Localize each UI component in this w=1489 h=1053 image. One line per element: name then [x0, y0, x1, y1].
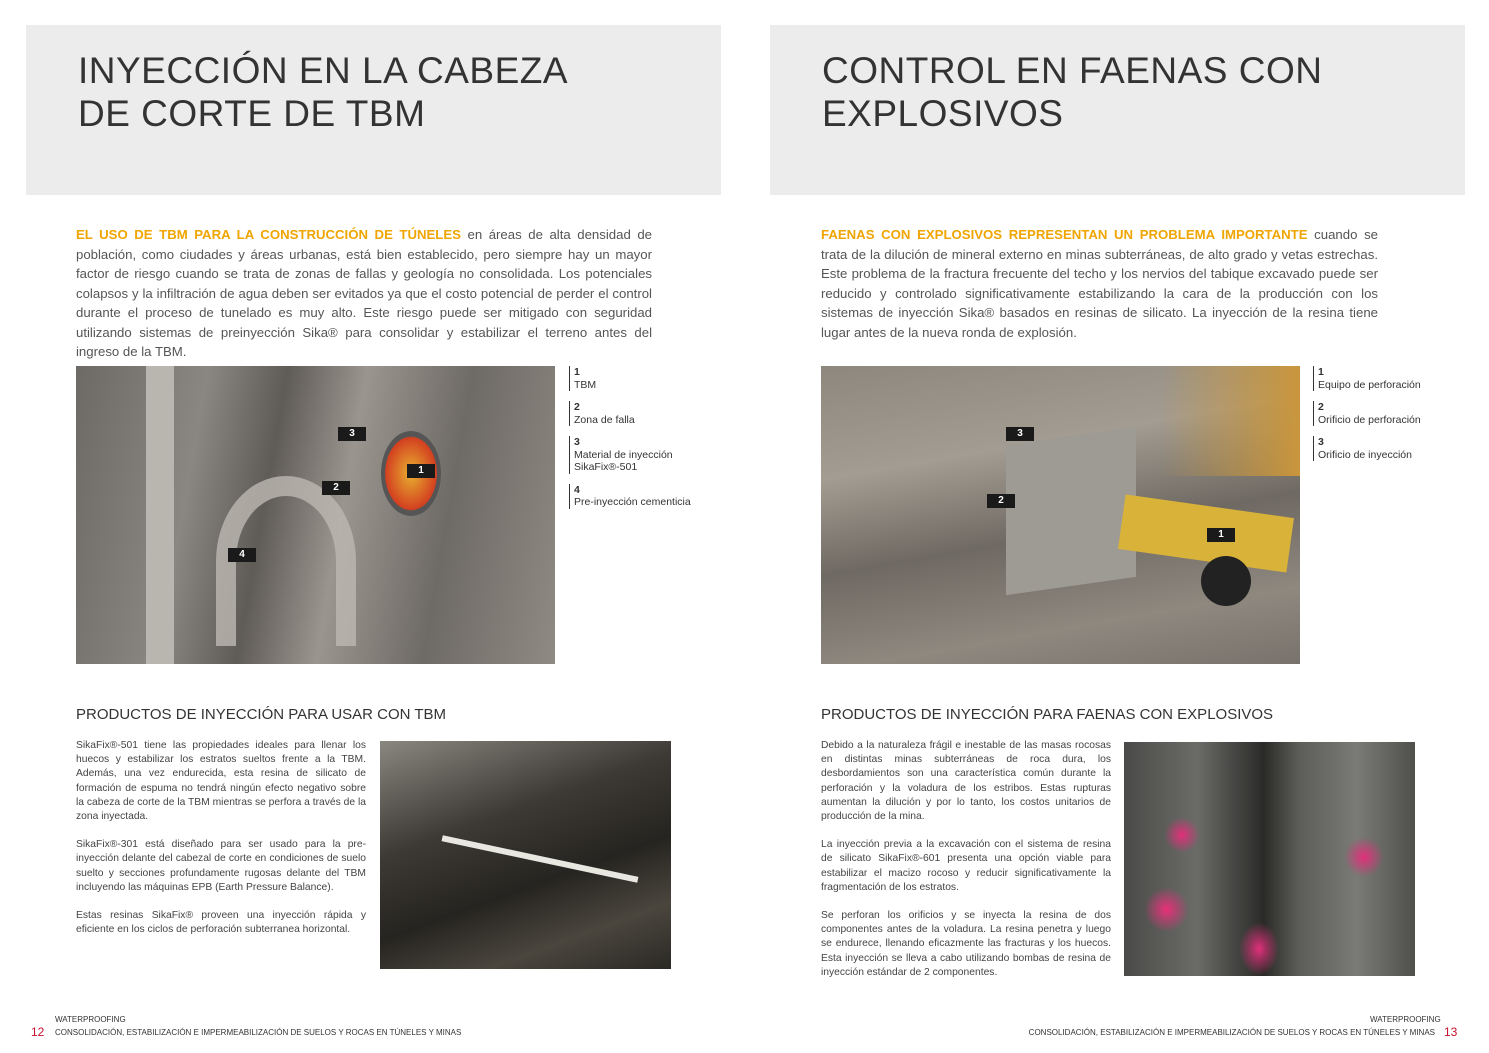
- drill-rig: [1118, 494, 1294, 572]
- pink-marker: [1144, 887, 1189, 932]
- title-line: INYECCIÓN EN LA CABEZA: [78, 50, 569, 91]
- title-line: CONTROL EN FAENAS CON: [822, 50, 1323, 91]
- callout-2: 2: [987, 494, 1015, 508]
- callout-3: 3: [338, 427, 366, 441]
- diagram-legend: [1313, 366, 1421, 471]
- legend-item: [569, 401, 691, 426]
- shaft: [146, 366, 174, 664]
- legend-text: Orificio de inyección: [1318, 448, 1412, 461]
- paragraph: La inyección previa a la excavación con el sistema de resina de silicato SikaFix®-601 presenta una opción viable para estabilizar el macizo rocoso y reducir significativamente la fragmentación de los estratos.: [821, 839, 1111, 893]
- intro-lead: EL USO DE TBM PARA LA CONSTRUCCIÓN DE TÚNELES: [76, 227, 461, 242]
- footer-brand: WATERPROOFING: [55, 1015, 126, 1024]
- legend-item: [1313, 401, 1421, 426]
- rig-wheel: [1201, 556, 1251, 606]
- callout-4: 4: [228, 548, 256, 562]
- pink-marker: [1239, 922, 1279, 976]
- legend-item: [1313, 366, 1421, 391]
- legend-text: TBM: [574, 378, 597, 391]
- legend-number: 1: [574, 366, 580, 378]
- page-number: 12: [31, 1025, 45, 1039]
- intro-paragraph: [76, 225, 652, 362]
- legend-item: [569, 484, 691, 509]
- intro-lead: FAENAS CON EXPLOSIVOS REPRESENTAN UN PROBLEMA IMPORTANTE: [821, 227, 1308, 242]
- rock-face: [1006, 427, 1136, 595]
- footer-brand: WATERPROOFING: [1370, 1015, 1441, 1024]
- legend-number: 1: [1318, 366, 1324, 378]
- intro-text: cuando se trata de la dilución de mineral externo en minas subterráneas, de alto grado y vetas estrechas. Este problema de la fractura frecuente del techo y los nervios del tabique excavado puede ser reducido y controlado significativamente estabilizando la cara de la producción con los sistemas de inyección Sika® basados en resinas de silicato. La inyección de la resina tiene lugar antes de la nueva ronda de explosión.: [821, 227, 1378, 340]
- legend-number: 4: [574, 483, 580, 496]
- page-number: 13: [1444, 1025, 1458, 1039]
- pink-marker: [1344, 837, 1384, 877]
- legend-text: Equipo de perforación: [1318, 378, 1421, 391]
- footer-title: CONSOLIDACIÓN, ESTABILIZACIÓN E IMPERMEABILIZACIÓN DE SUELOS Y ROCAS EN TÚNELES Y MINAS: [1028, 1028, 1435, 1037]
- page-title: [822, 49, 1322, 135]
- callout-3: 3: [1006, 427, 1034, 441]
- callout-1: 1: [1207, 528, 1235, 542]
- legend-number: 2: [574, 401, 580, 413]
- legend-item: [569, 436, 679, 474]
- callout-1: 1: [407, 464, 435, 478]
- legend-item: [569, 366, 691, 391]
- legend-number: 3: [574, 436, 580, 448]
- paragraph: Estas resinas SikaFix® proveen una inyección rápida y eficiente en los ciclos de perforación subterranea horizontal.: [76, 910, 366, 936]
- legend-item: [1313, 436, 1421, 461]
- title-line: EXPLOSIVOS: [822, 93, 1064, 134]
- body-text: [821, 739, 1111, 994]
- legend-text: Pre-inyección cementicia: [574, 496, 691, 508]
- title-line: DE CORTE DE TBM: [78, 93, 426, 134]
- mining-diagram-image: [821, 366, 1300, 664]
- section-subtitle: PRODUCTOS DE INYECCIÓN PARA USAR CON TBM: [76, 706, 447, 723]
- paragraph: SikaFix®-301 está diseñado para ser usado para la pre-inyección delante del cabezal de corte en condiciones de suelo suelto y secciones profundamente rugosas delante del TBM incluyendo las máquinas EPB (Earth Pressure Balance).: [76, 839, 366, 893]
- section-subtitle: PRODUCTOS DE INYECCIÓN PARA FAENAS CON EXPLOSIVOS: [821, 706, 1274, 723]
- rock-injection-photo: [1124, 742, 1415, 976]
- body-text: [76, 739, 366, 951]
- pink-marker: [1164, 817, 1200, 853]
- legend-text: Zona de falla: [574, 413, 635, 426]
- tbm-diagram-image: [76, 366, 555, 664]
- diagram-legend: [569, 366, 691, 519]
- right-header-panel: [770, 25, 1465, 195]
- light-tube: [442, 835, 639, 882]
- paragraph: SikaFix®-501 tiene las propiedades ideales para llenar los huecos y estabilizar los estratos sueltos frente a la TBM. Además, una vez endurecida, esta resina de silicato de formación de espuma no tendrá ningún efecto negativo sobre la cabeza de corte de la TBM mientras se perfora a través de la zona inyectada.: [76, 740, 366, 823]
- page-title: [78, 49, 568, 135]
- intro-text: en áreas de alta densidad de población, como ciudades y áreas urbanas, está bien establecido, pero siempre hay un mayor factor de riesgo cuando se trata de zonas de fallas y geología no consolidada. Los potenciales colapsos y la infiltración de agua deben ser evitados ya que el costo potencial de perder el control durante el proceso de tunelado es muy alto. Este riesgo puede ser mitigado con seguridad utilizando sistemas de preinyección Sika® para consolidar y estabilizar el terreno antes del ingreso de la TBM.: [76, 227, 652, 359]
- left-header-panel: [26, 25, 721, 195]
- legend-number: 2: [1318, 401, 1324, 413]
- footer-title: CONSOLIDACIÓN, ESTABILIZACIÓN E IMPERMEABILIZACIÓN DE SUELOS Y ROCAS EN TÚNELES Y MINAS: [55, 1028, 462, 1037]
- intro-paragraph: [821, 225, 1378, 342]
- ore-vein: [1160, 366, 1300, 476]
- legend-text: Orificio de perforación: [1318, 413, 1421, 426]
- paragraph: Se perforan los orificios y se inyecta la resina de dos componentes antes de la voladura. La resina penetra y luego se endurece, llenando eficazmente las fracturas y los huecos. Esta inyección se lleva a cabo utilizando bombas de resina de inyección estándar de 2 componentes.: [821, 910, 1111, 978]
- tbm-workers-photo: [380, 741, 671, 969]
- paragraph: Debido a la naturaleza frágil e inestable de las masas rocosas en distintas minas subterráneas de roca dura, los desbordamientos son una característica común durante la perforación y la voladura de los estribos. Estas rupturas aumentan la dilución y por lo tanto, los costos unitarios de producción de la mina.: [821, 740, 1111, 823]
- callout-2: 2: [322, 481, 350, 495]
- legend-text: Material de inyección SikaFix®-501: [574, 448, 673, 473]
- legend-number: 3: [1318, 436, 1324, 448]
